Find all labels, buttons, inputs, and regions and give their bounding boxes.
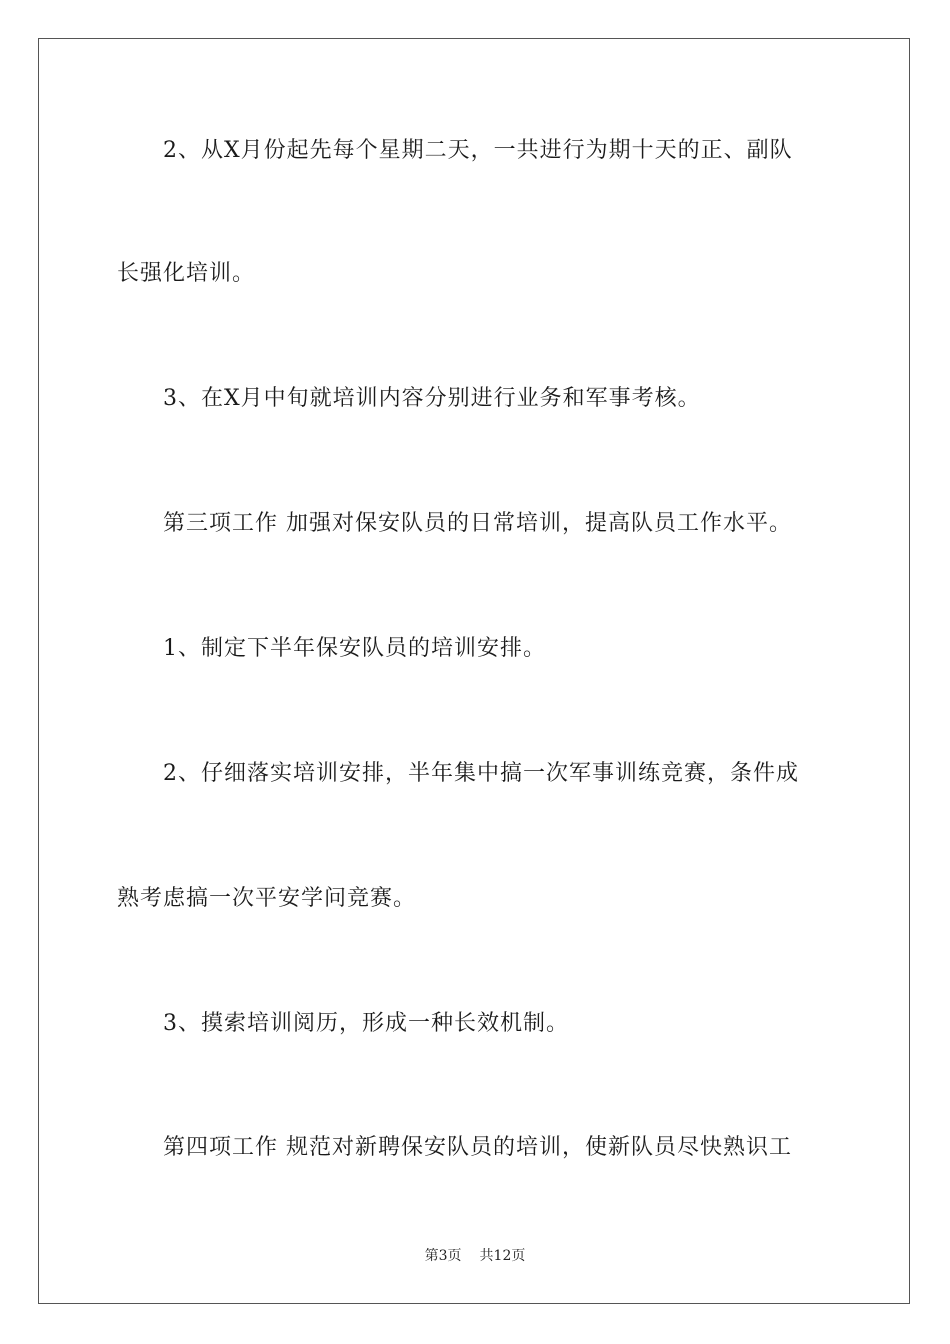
paragraph-line-8: 3、摸索培训阅历，形成一种长效机制。 bbox=[163, 1011, 569, 1036]
paragraph-line-6: 2、仔细落实培训安排，半年集中搞一次军事训练竞赛，条件成 bbox=[163, 761, 799, 786]
page-border bbox=[38, 38, 910, 1304]
paragraph-line-1: 2、从X月份起先每个星期二天，一共进行为期十天的正、副队 bbox=[163, 138, 793, 163]
section-heading-3: 第三项工作 加强对保安队员的日常培训，提高队员工作水平。 bbox=[163, 511, 792, 536]
page-footer bbox=[0, 1246, 950, 1266]
section-heading-4: 第四项工作 规范对新聘保安队员的培训，使新队员尽快熟识工 bbox=[163, 1135, 792, 1160]
paragraph-line-2: 长强化培训。 bbox=[117, 261, 256, 286]
page-number: 第3页 bbox=[424, 1248, 462, 1264]
paragraph-line-7: 熟考虑搞一次平安学问竞赛。 bbox=[117, 886, 417, 911]
page-total: 共12页 bbox=[479, 1248, 526, 1264]
paragraph-line-3: 3、在X月中旬就培训内容分别进行业务和军事考核。 bbox=[163, 386, 701, 411]
paragraph-line-5: 1、制定下半年保安队员的培训安排。 bbox=[163, 636, 546, 661]
